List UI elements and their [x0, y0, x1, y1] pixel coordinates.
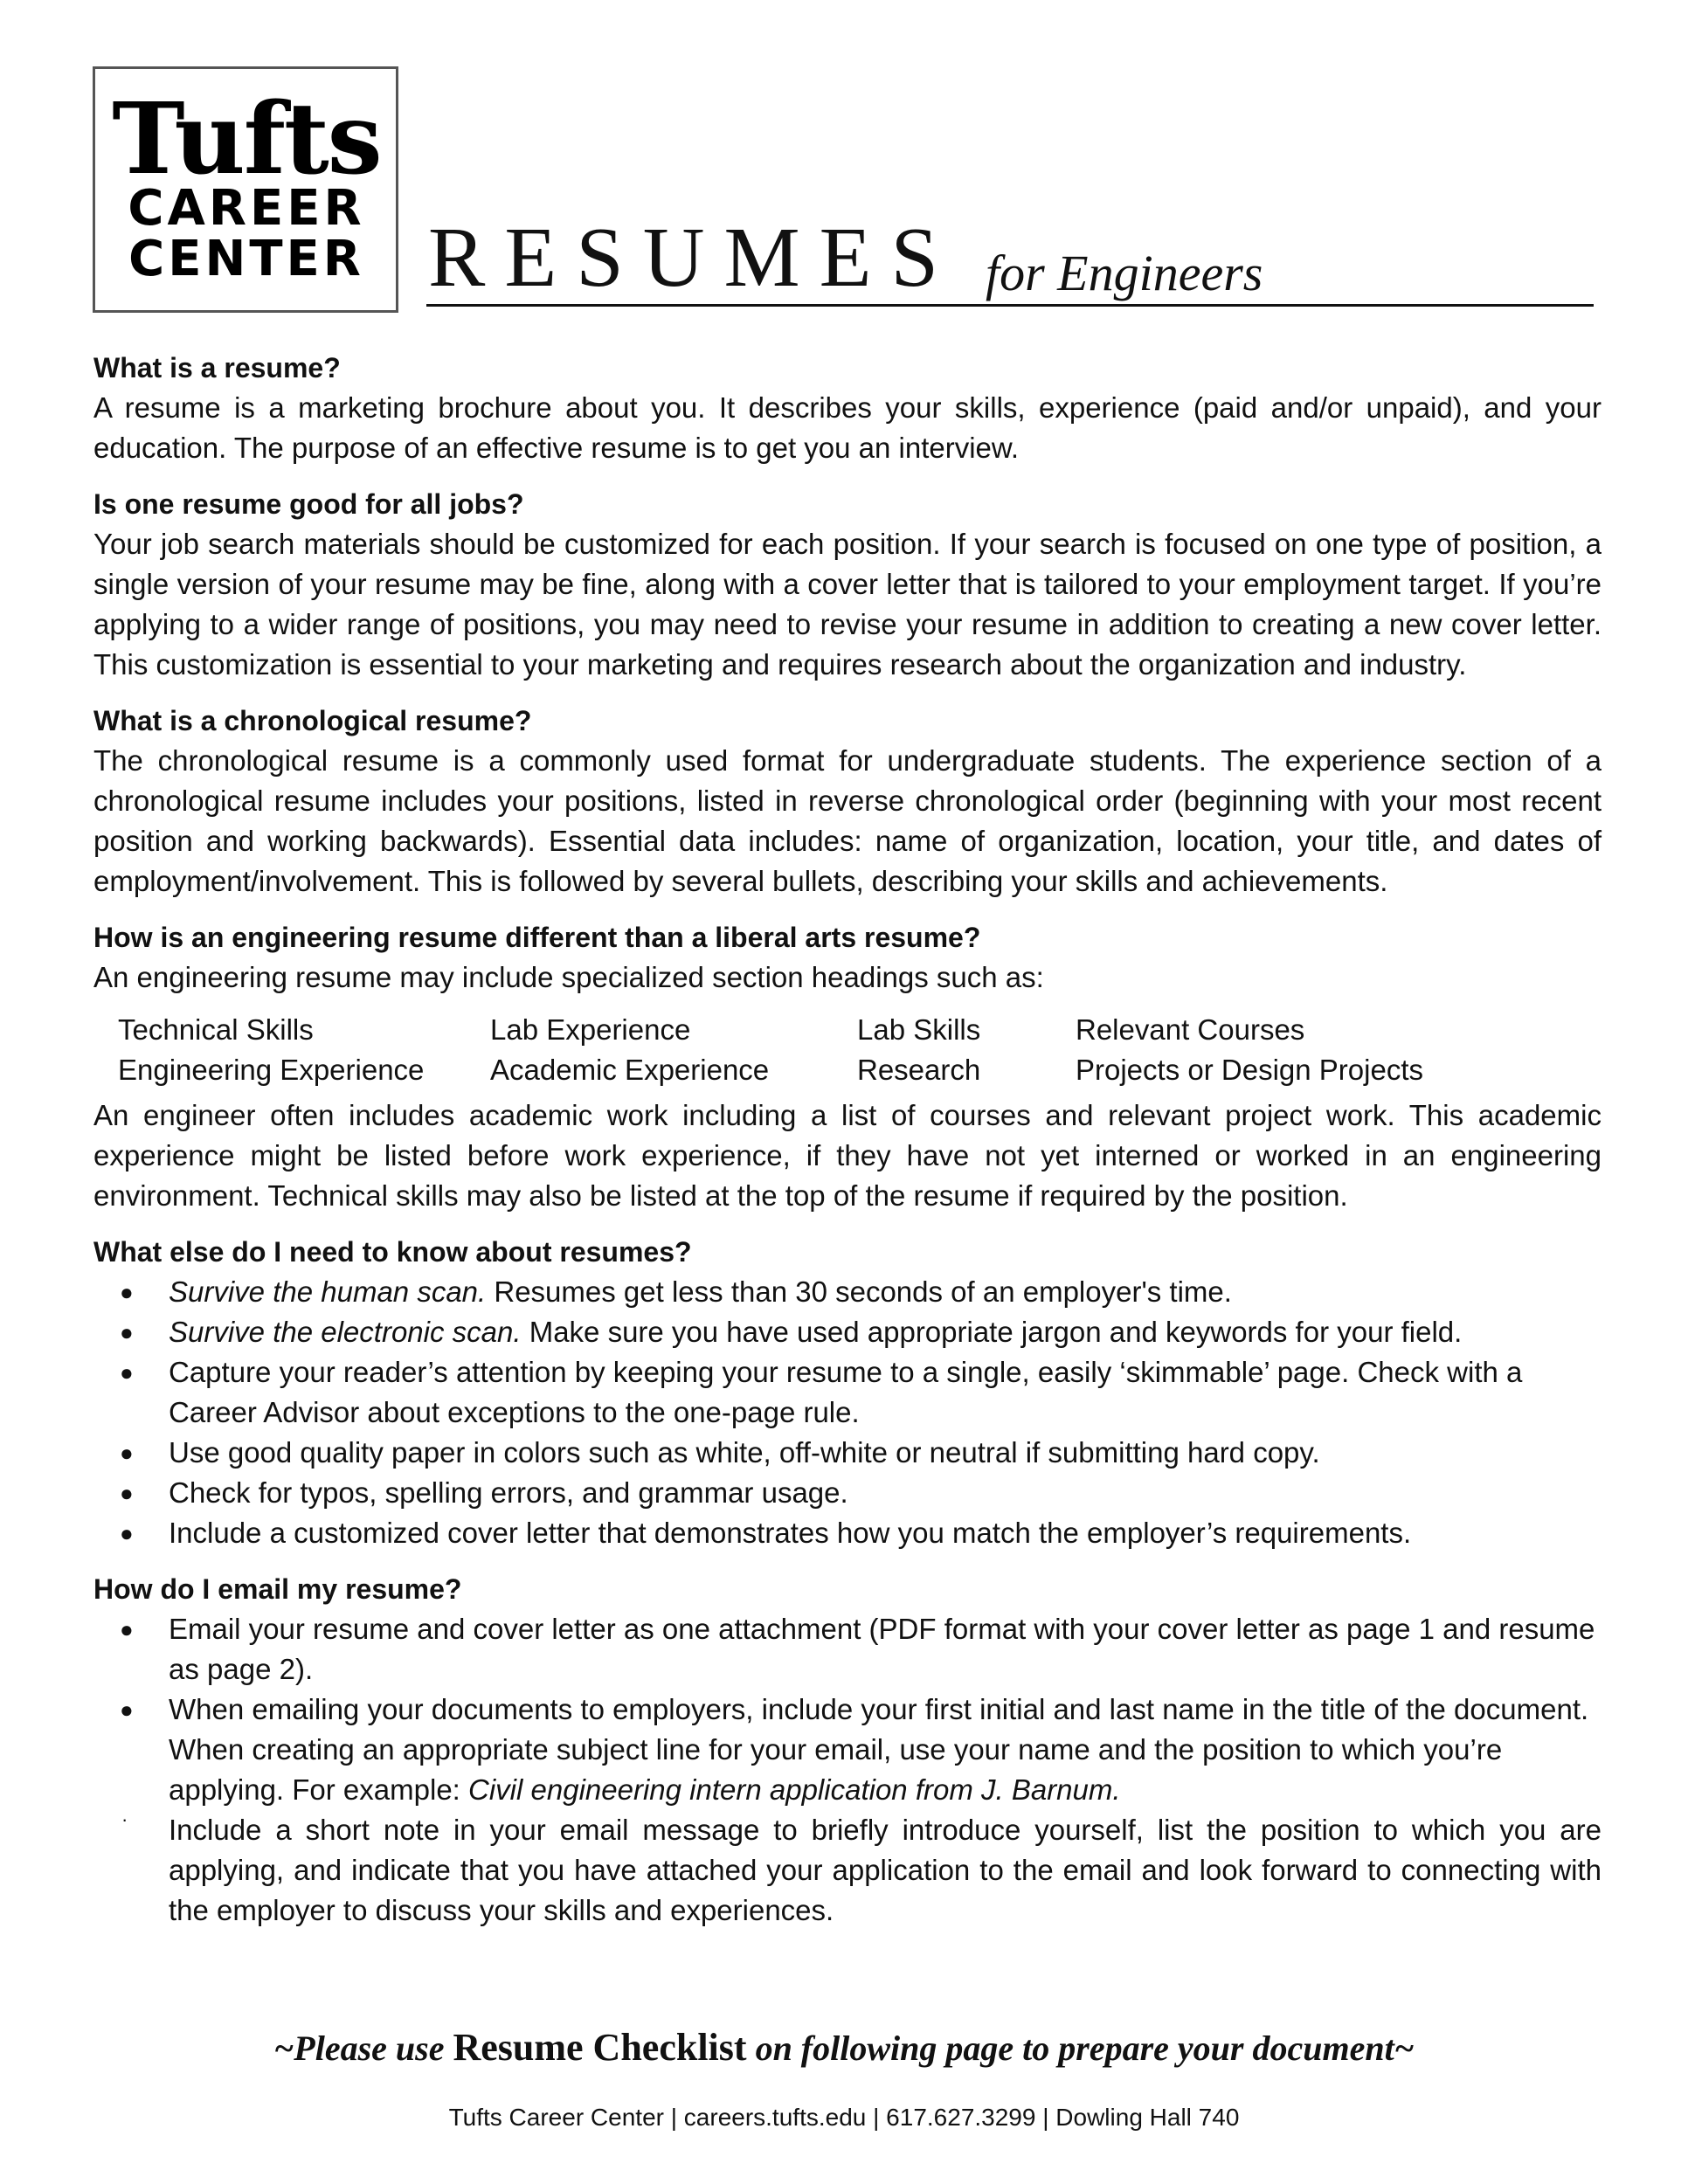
- logo-career-text: CAREER: [128, 180, 365, 237]
- document-body: [93, 348, 1602, 1946]
- list-item: ● Capture your reader’s attention by keeping your resume to a single, easily ‘skimmable’ page. Check with a Career Advisor about exceptions to the one-page rule.: [93, 1352, 1602, 1433]
- list-item: ● Use good quality paper in colors such as white, off-white or neutral if submitting hard copy.: [93, 1433, 1602, 1473]
- section-email-resume: [93, 1569, 1602, 1931]
- section-heading: How do I email my resume?: [93, 1573, 462, 1605]
- tips-list: [93, 1272, 1602, 1553]
- section-paragraph: An engineering resume may include specialized section headings such as:: [93, 961, 1044, 993]
- heading-example: Research: [857, 1054, 981, 1086]
- section-paragraph: Your job search materials should be customized for each position. If your search is focused on one type of position, a single version of your resume may be fine, along with a cover letter that is tailored to your employment target. If you’re applying to a wider range of positions, you may need to revise your resume in addition to creating a new cover letter. This customization is essential to your marketing and requires research about the organization and industry.: [93, 528, 1602, 681]
- heading-example: Technical Skills: [118, 1013, 314, 1046]
- bullet-icon: ●: [120, 1319, 134, 1345]
- section-heading: What else do I need to know about resumes?: [93, 1236, 692, 1268]
- bullet-icon: ●: [120, 1616, 134, 1642]
- title-resumes: RESUMES: [428, 211, 958, 305]
- resume-checklist-reference: Resume Checklist: [453, 2026, 747, 2069]
- heading-example: Lab Experience: [490, 1013, 691, 1046]
- heading-example: Lab Skills: [857, 1013, 981, 1046]
- list-item: ● When emailing your documents to employers, include your first initial and last name in the title of the document. When creating an appropriate subject line for your email, use your name and the position to which you’re applying. For example: Civil engineering intern application from J. Barnum.: [93, 1690, 1602, 1810]
- list-item: ● Survive the electronic scan. Make sure you have used appropriate jargon and keywords for your field.: [93, 1312, 1602, 1352]
- logo-center-text: CENTER: [128, 231, 364, 287]
- bullet-icon: ●: [120, 1359, 134, 1386]
- bullet-icon: ·: [121, 1808, 128, 1830]
- bullet-icon: ●: [120, 1480, 134, 1506]
- section-paragraph: The chronological resume is a commonly used format for undergraduate students. The experience section of a chronological resume includes your positions, listed in reverse chronological order (beginning with your most recent position and working backwards). Essential data includes: name of organization, location, your title, and dates of employment/involvement. This is followed by several bullets, describing your skills and achievements.: [93, 744, 1602, 897]
- bullet-icon: ●: [120, 1279, 134, 1305]
- email-tips-list: [93, 1609, 1602, 1931]
- section-paragraph: An engineer often includes academic work including a list of courses and relevant project work. This academic experience might be listed before work experience, if they have not yet interned or worked in an engineering environment. Technical skills may also be listed at the top of the resume if required by the position.: [93, 1099, 1602, 1212]
- heading-example: Projects or Design Projects: [1076, 1054, 1423, 1086]
- section-headings-grid: [118, 1010, 1602, 1090]
- section-heading: Is one resume good for all jobs?: [93, 488, 524, 520]
- heading-example: Engineering Experience: [118, 1054, 425, 1086]
- page-title: [426, 206, 1594, 307]
- heading-example: Academic Experience: [490, 1054, 770, 1086]
- closing-note: ~Please use Resume Checklist on following page to prepare your document~: [273, 2026, 1415, 2069]
- list-item: ● Survive the human scan. Resumes get less than 30 seconds of an employer's time.: [93, 1272, 1602, 1312]
- logo-tufts-text: Tufts: [112, 82, 381, 197]
- section-engineering-vs-liberal-arts: [93, 917, 1602, 1216]
- bullet-icon: ●: [120, 1697, 134, 1723]
- bullet-icon: ●: [120, 1440, 134, 1466]
- page-footer: Tufts Career Center | careers.tufts.edu | 617.627.3299 | Dowling Hall 740: [448, 2104, 1240, 2131]
- list-item: ● Email your resume and cover letter as one attachment (PDF format with your cover letter as page 1 and resume as page 2).: [93, 1609, 1602, 1690]
- list-item: ● Include a customized cover letter that demonstrates how you match the employer’s requirements.: [93, 1513, 1602, 1553]
- title-for-engineers: for Engineers: [986, 245, 1263, 301]
- section-heading: How is an engineering resume different than a liberal arts resume?: [93, 922, 981, 953]
- heading-example: Relevant Courses: [1076, 1013, 1305, 1046]
- section-chronological: [93, 701, 1602, 902]
- list-item: ● Check for typos, spelling errors, and grammar usage.: [93, 1473, 1602, 1513]
- section-paragraph: A resume is a marketing brochure about you. It describes your skills, experience (paid and/or unpaid), and your education. The purpose of an effective resume is to get you an interview.: [93, 391, 1602, 464]
- bullet-icon: ●: [120, 1520, 134, 1546]
- section-heading: What is a chronological resume?: [93, 705, 532, 736]
- section-heading: What is a resume?: [93, 352, 341, 384]
- section-one-resume: [93, 484, 1602, 685]
- tufts-career-center-logo: [93, 66, 398, 313]
- section-what-else: [93, 1232, 1602, 1553]
- section-what-is-resume: [93, 348, 1602, 468]
- list-item: · Include a short note in your email message to briefly introduce yourself, list the position to which you are applying, and indicate that you have attached your application to the email and look forward to connecting with the employer to discuss your skills and experiences.: [121, 1808, 1602, 1926]
